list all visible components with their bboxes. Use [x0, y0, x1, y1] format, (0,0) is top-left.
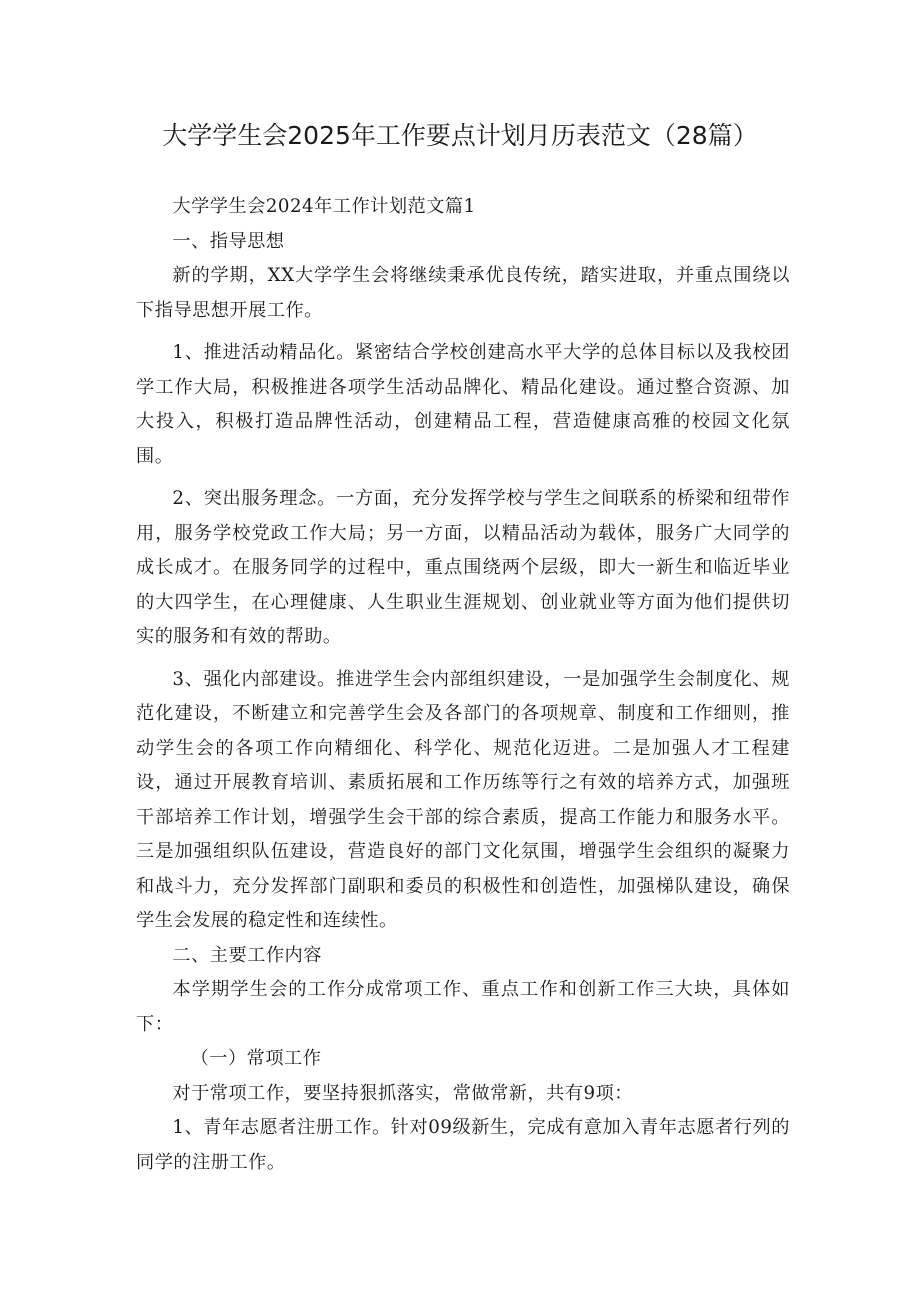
document-title: 大学学生会2025年工作要点计划月历表范文（28篇） [162, 121, 758, 150]
paragraph-point-2: 2、突出服务理念。一方面，充分发挥学校与学生之间联系的桥梁和纽带作用，服务学校党政工作大局；另一方面，以精品活动为载体，服务广大同学的成长成才。在服务同学的过程中，重点围绕两个层级，即大一新生和临近毕业的大四学生，在心理健康、人生职业生涯规划、创业就业等方面为他们提供切实的服务和有效的帮助。 [136, 488, 790, 647]
section-heading-main-work: 二、主要工作内容 [172, 944, 322, 966]
paragraph-intro: 新的学期，XX大学学生会将继续秉承优良传统，踏实进取，并重点围绕以下指导思想开展工作。 [136, 265, 790, 321]
paragraph-volunteer-registration: 1、青年志愿者注册工作。针对09级新生，完成有意加入青年志愿者行列的同学的注册工作。 [136, 1117, 790, 1173]
subsection-heading-regular-work: （一）常项工作 [190, 1048, 322, 1069]
section-heading-guiding-ideology: 一、指导思想 [172, 230, 285, 252]
document-body [136, 190, 790, 1180]
paragraph-work-overview: 本学期学生会的工作分成常项工作、重点工作和创新工作三大块，具体如下： [136, 979, 790, 1035]
paragraph-regular-work-intro: 对于常项工作，要坚持狠抓落实，常做常新，共有9项： [172, 1082, 633, 1104]
section-heading-article: 大学学生会2024年工作计划范文篇1 [172, 196, 476, 217]
paragraph-point-3: 3、强化内部建设。推进学生会内部组织建设，一是加强学生会制度化、规范化建设，不断建立和完善学生会及各部门的各项规章、制度和工作细则，推动学生会的各项工作向精细化、科学化、规范化迈进。二是加强人才工程建设，通过开展教育培训、素质拓展和工作历练等行之有效的培养方式，加强班干部培养工作计划，增强学生会干部的综合素质，提高工作能力和服务水平。三是加强组织队伍建设，营造良好的部门文化氛围，增强学生会组织的凝聚力和战斗力，充分发挥部门副职和委员的积极性和创造性，加强梯队建设，确保学生会发展的稳定性和连续性。 [136, 668, 790, 931]
paragraph-point-1: 1、推进活动精品化。紧密结合学校创建高水平大学的总体目标以及我校团学工作大局，积极推进各项学生活动品牌化、精品化建设。通过整合资源、加大投入，积极打造品牌性活动，创建精品工程，营造健康高雅的校园文化氛围。 [136, 342, 790, 467]
